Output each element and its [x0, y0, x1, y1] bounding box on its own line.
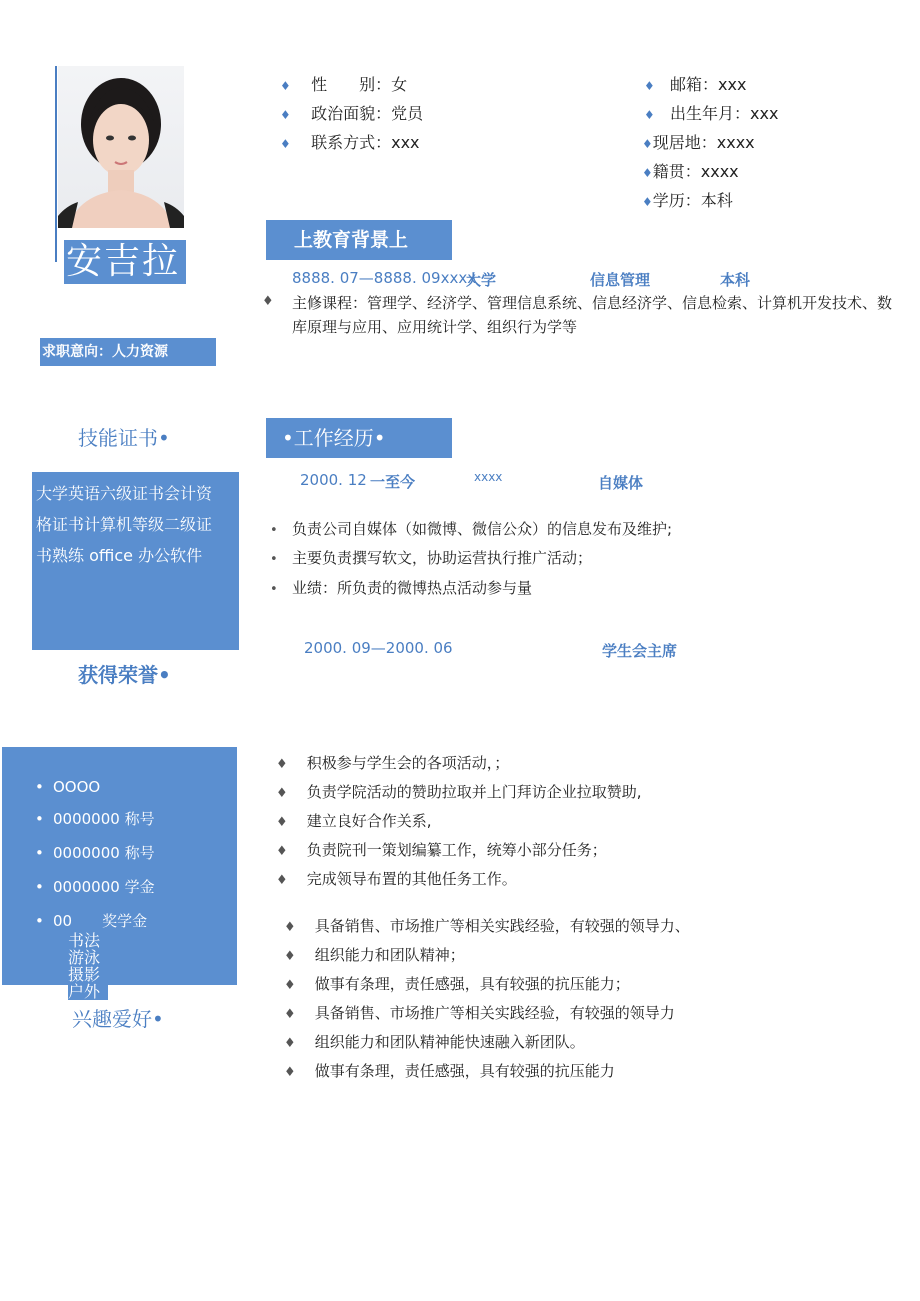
education-period: 8888. 07—8888. 09xxxx — [292, 269, 477, 287]
education-header: 上教育背景上 — [266, 220, 452, 260]
job1-item: • 负责公司自媒体（如微博、微信公众）的信息发布及维护; — [270, 520, 673, 538]
hobby-item: 摄影 — [68, 965, 101, 984]
job-intent: 求职意向：人力资源 — [40, 338, 216, 366]
job2-item: ♦ 负责学院活动的赞助拉取并上门拜访企业拉取赞助, — [276, 783, 642, 801]
self-item: ♦ 具备销售、市场推广等相关实践经验，有较强的领导力 — [284, 1004, 675, 1022]
job1-to: 一至今 — [370, 473, 416, 491]
diamond-icon: ♦ — [642, 137, 653, 151]
honor-item: • OOOO — [35, 778, 101, 796]
diamond-icon: ♦ — [644, 79, 655, 93]
job1-item: • 业绩：所负责的微博热点活动参与量 — [270, 579, 532, 597]
skills-title: 技能证书• — [78, 426, 170, 450]
diamond-icon: ♦ — [644, 108, 655, 122]
honor-item: • 00 奖学金 — [35, 912, 148, 930]
honor-item: • 0000000 学金 — [35, 878, 155, 896]
info-hometown: ♦籍贯：xxxx — [642, 162, 739, 181]
profile-photo — [58, 66, 184, 228]
diamond-icon: ♦ — [280, 137, 291, 151]
info-politics: ♦ 政治面貌：党员 — [280, 104, 424, 123]
info-contact: ♦ 联系方式：xxx — [280, 133, 420, 152]
hobbies-title: 兴趣爱好• — [72, 1007, 164, 1031]
job2-period: 2000. 09—2000. 06 — [304, 639, 453, 657]
self-item: ♦ 具备销售、市场推广等相关实践经验，有较强的领导力、 — [284, 917, 690, 935]
job1-item: • 主要负责撰写软文，协助运营执行推广活动； — [270, 549, 592, 567]
self-item: ♦ 做事有条理，责任感强，具有较强的抗压能力； — [284, 975, 630, 993]
education-school: 大学 — [466, 271, 497, 289]
job2-item: ♦ 负责院刊一策划编纂工作，统筹小部分任务； — [276, 841, 607, 859]
diamond-icon: ♦ — [280, 79, 291, 93]
info-education-level: ♦学历：本科 — [642, 191, 733, 210]
diamond-icon: ♦ — [280, 108, 291, 122]
diamond-icon: ♦ — [642, 195, 653, 209]
job1-period: 2000. 12 — [300, 471, 367, 489]
job2-item: ♦ 积极参与学生会的各项活动，； — [276, 754, 510, 772]
work-header: •工作经历• — [266, 418, 452, 458]
job1-company: xxxx — [474, 470, 503, 484]
info-birth: ♦ 出生年月：xxx — [644, 104, 779, 123]
honors-title: 获得荣誉• — [78, 663, 171, 687]
info-residence: ♦现居地：xxxx — [642, 133, 755, 152]
info-gender: ♦ 性 别：女 — [280, 75, 408, 94]
education-courses: 主修课程：管理学、经济学、管理信息系统、信息经济学、信息检索、计算机开发技术、数库原理与应用、应用统计学、组织行为学等 — [292, 294, 893, 336]
honor-item: • 0000000 称号 — [35, 810, 155, 828]
hobby-item: 游泳 — [68, 948, 101, 967]
self-item: ♦ 做事有条理，责任感强，具有较强的抗压能力 — [284, 1062, 615, 1080]
photo-border-line — [55, 66, 57, 262]
skills-line: 书熟练 office 办公软件 — [36, 546, 203, 565]
hobby-item: 书法 — [68, 931, 101, 950]
job2-item: ♦ 建立良好合作关系, — [276, 812, 432, 830]
job1-role: 自媒体 — [598, 474, 644, 492]
hobbies-list — [68, 932, 108, 1000]
hobby-item: 户外 — [68, 982, 101, 1001]
info-email: ♦ 邮箱：xxx — [644, 75, 747, 94]
skills-line: 大学英语六级证书会计资 — [36, 484, 213, 503]
skills-list — [36, 478, 236, 571]
education-degree: 本科 — [720, 271, 751, 289]
self-item: ♦ 组织能力和团队精神； — [284, 946, 465, 964]
job2-item: ♦ 完成领导布置的其他任务工作。 — [276, 870, 517, 888]
self-item: ♦ 组织能力和团队精神能快速融入新团队。 — [284, 1033, 585, 1051]
candidate-name: 安吉拉 — [64, 240, 186, 284]
diamond-icon: ♦ — [262, 294, 274, 309]
skills-line: 格证书计算机等级二级证 — [36, 515, 213, 534]
diamond-icon: ♦ — [642, 166, 653, 180]
job2-role: 学生会主席 — [602, 642, 678, 660]
honor-item: • 0000000 称号 — [35, 844, 155, 862]
education-major: 信息管理 — [590, 271, 651, 289]
